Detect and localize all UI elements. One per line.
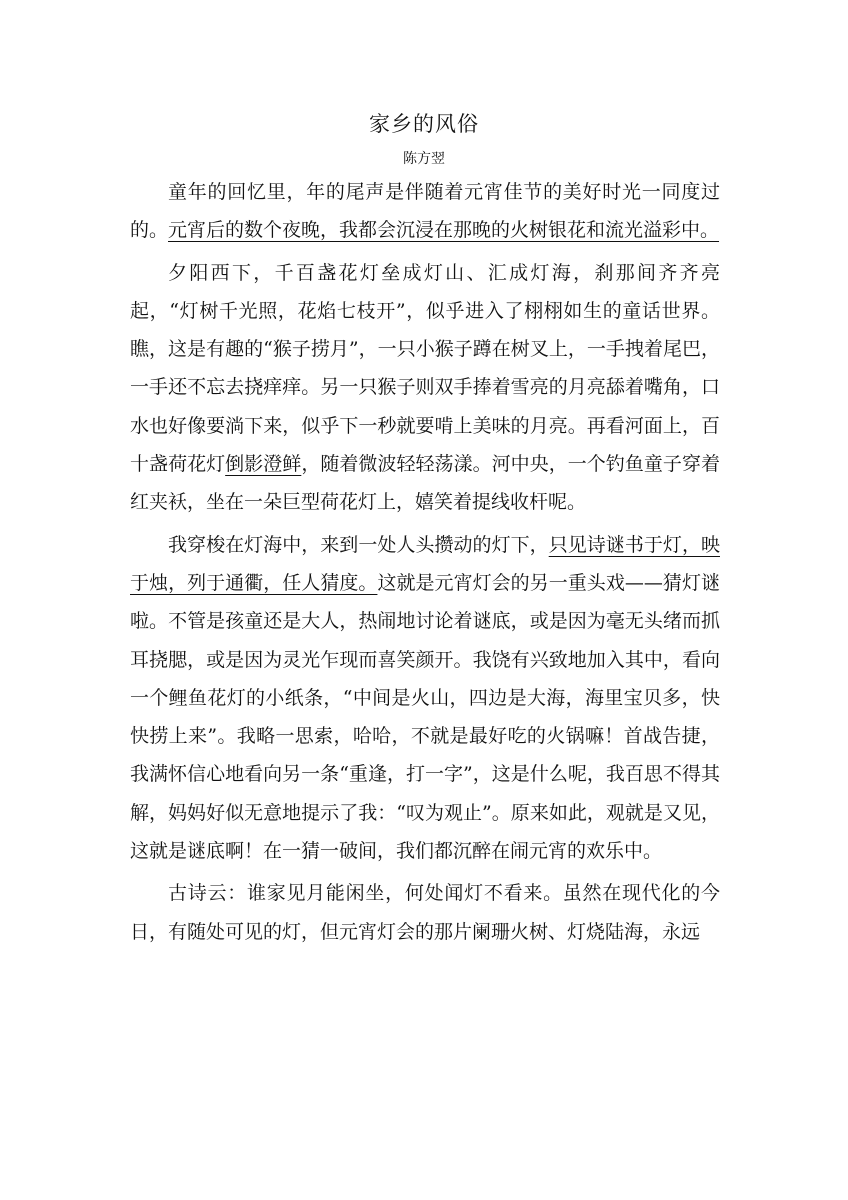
paragraph [130,874,720,951]
text-segment: 童年的回忆里，年的尾声是伴随着元宵佳节的美好时光一同度过的。 [130,181,720,242]
author-name: 陈方翌 [403,151,445,167]
underlined-phrase: 倒影澄鲜 [225,453,302,476]
underlined-sentence: 元宵后的数个夜晚，我都会沉浸在那晚的火树银花和流光溢彩中。 [168,219,720,242]
text-segment: 这就是元宵灯会的另一重头戏——猜灯谜啦。不管是孩童还是大人，热闹地讨论着谜底，或是因为毫无头绪而抓耳挠腮，或是因为灵光乍现而喜笑颜开。我饶有兴致地加入其中，看向一个鲤鱼花灯的小纸条，“中间是火山，四边是大海，海里宝贝多，快快捞上来”。我略一思索，哈哈，不就是最好吃的火锅嘛！首战告捷，我满怀信心地看向另一条“重逢，打一字”，这是什么呢，我百思不得其解，妈妈好似无意地提示了我：“叹为观止”。原来如此，观就是又见，这就是谜底啊！在一猜一破间，我们都沉醉在闹元宵的欢乐中。 [130,571,720,863]
paragraph [130,173,720,250]
text-segment: ，随着微波轻轻荡漾。河中央，一个钓鱼童子穿着红夹袄，坐在一朵巨型荷花灯上，嬉笑着提线收杆呢。 [130,453,720,514]
document-title: 家乡的风俗 [369,112,479,136]
text-segment: 古诗云：谁家见月能闲坐，何处闻灯不看来。虽然在现代化的今日，有随处可见的灯，但元宵灯会的那片阑珊火树、灯烧陆海，永远 [130,882,720,943]
text-segment: 夕阳西下，千百盏花灯垒成灯山、汇成灯海，刹那间齐齐亮起，“灯树千光照，花焰七枝开”，似乎进入了栩栩如生的童话世界。瞧，这是有趣的“猴子捞月”，一只小猴子蹲在树叉上，一手拽着尾巴，一手还不忘去挠痒痒。另一只猴子则双手捧着雪亮的月亮舔着嘴角，口水也好像要淌下来，似乎下一秒就要啃上美味的月亮。再看河面上，百十盏荷花灯 [130,261,720,476]
article-body [130,173,720,955]
text-segment: 我穿梭在灯海中，来到一处人头攒动的灯下， [168,533,549,556]
underlined-sentence: 只见诗谜书于灯，映于烛，列于通衢，任人猜度。 [130,533,720,594]
paragraph [130,526,720,871]
paragraph [130,254,720,522]
